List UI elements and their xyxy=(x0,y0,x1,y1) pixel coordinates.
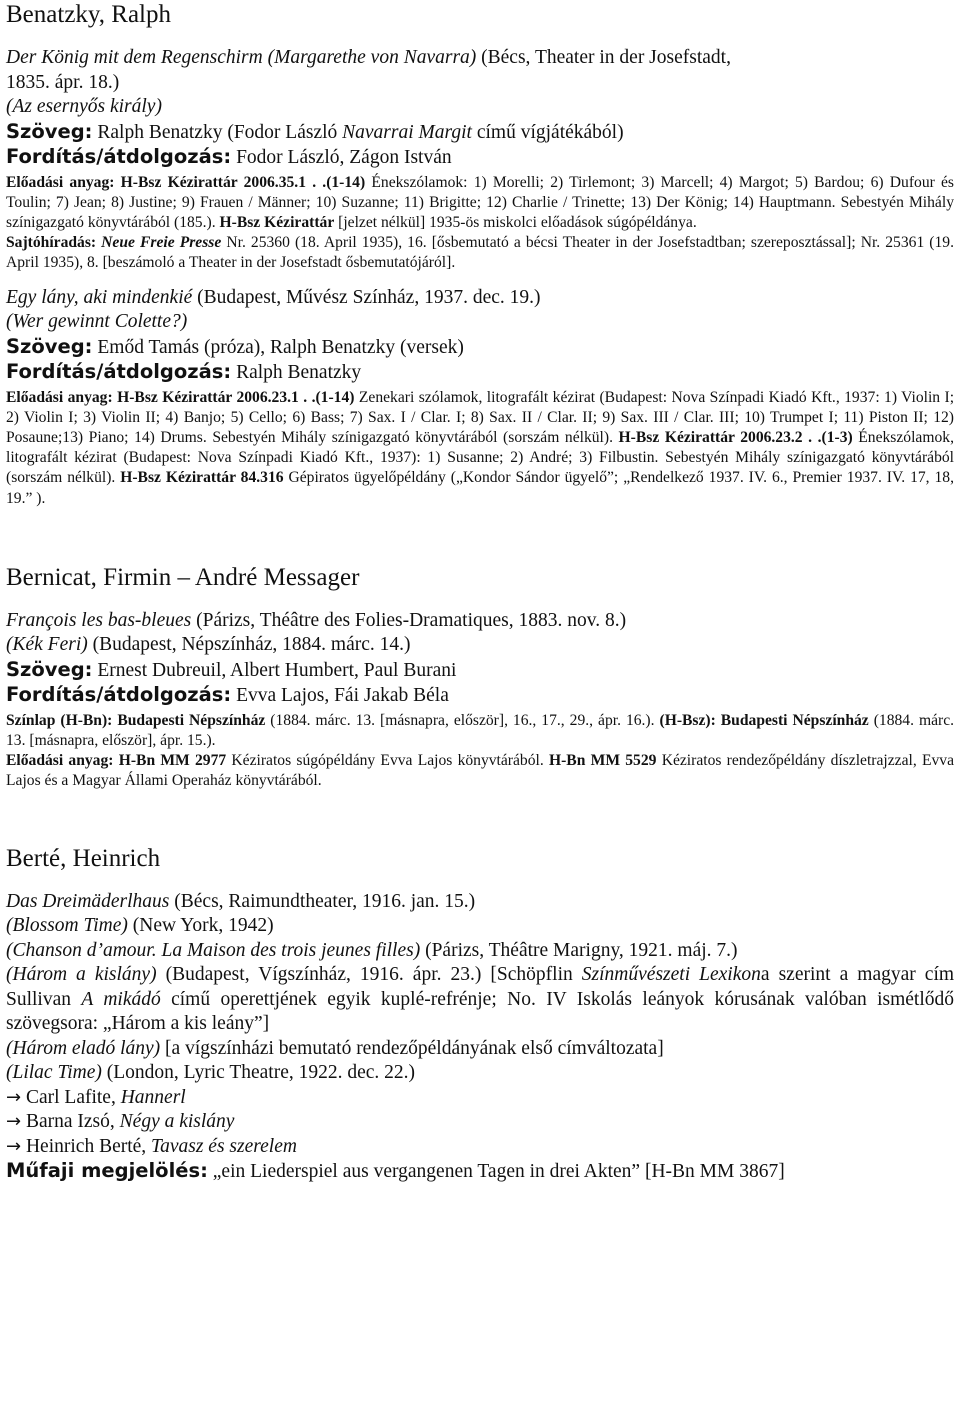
playbill xyxy=(6,711,954,751)
title-line xyxy=(6,890,954,915)
premiere-venue: (Párizs, Théâtre Marigny, 1921. máj. 7.) xyxy=(425,939,738,961)
archive-ref: . .(1-14) xyxy=(312,173,366,191)
source-title: Navarrai Margit xyxy=(342,121,472,143)
field-label: Fordítás/átdolgozás: xyxy=(6,683,232,707)
premiere-date: 1835. ápr. 18.) xyxy=(6,71,120,93)
performance-material xyxy=(6,751,954,791)
credit-text: Ralph Benatzky xyxy=(236,362,362,384)
premiere-venue: (Budapest, Művész Színház, 1937. dec. 19.) xyxy=(197,286,541,308)
theatre-name: Budapesti Népszínház xyxy=(117,711,266,729)
arrow-right-icon: → xyxy=(6,1086,22,1108)
press-notice xyxy=(6,233,954,273)
text-credit xyxy=(6,120,954,146)
translation-credit xyxy=(6,683,954,709)
premiere-venue: (Budapest, Népszínház, 1884. márc. 14.) xyxy=(92,634,411,656)
field-label: Sajtóhíradás: xyxy=(6,234,97,252)
work-title: Der König mit dem Regenschirm xyxy=(6,47,263,68)
premiere-venue: (Párizs, Théâtre des Folies-Dramatiques, 1883. nov. 8.) xyxy=(196,609,627,631)
material-text: Kéziratos súgópéldány Evva Lajos könyvtárából. xyxy=(231,752,544,770)
premiere-venue: (New York, 1942) xyxy=(132,915,274,937)
field-label: Előadási anyag: xyxy=(6,752,114,770)
see-also-ref[interactable] xyxy=(6,1135,954,1160)
field-label: Szöveg: xyxy=(6,657,93,681)
title-line xyxy=(6,914,954,939)
see-also-ref[interactable] xyxy=(6,1110,954,1135)
note-text: [a vígszínházi bemutató rendezőpéldányának első címváltozata] xyxy=(165,1037,664,1059)
field-label: Szöveg: xyxy=(6,334,93,358)
note-text: a szerint a magyar cím Sullivan xyxy=(6,964,955,1010)
field-label: Fordítás/átdolgozás: xyxy=(6,360,232,384)
performance-material xyxy=(6,388,954,509)
field-label: (H-Bsz): Budapesti Népszínház xyxy=(659,711,869,729)
title-line-note xyxy=(6,963,954,1037)
archive-ref: .1 xyxy=(294,173,306,191)
archive-ref: H-Bn MM 5529 xyxy=(548,752,657,770)
material-text: Gépiratos ügyelőpéldány („Kondor Sándor ügyelő”; „Rendelkező 1937. IV. 6., Premier 1937. IV. 17, 18, 19.” ). xyxy=(6,469,954,507)
genre-line xyxy=(6,1159,954,1185)
credit-text: című vígjátékából) xyxy=(476,121,624,143)
newspaper-title: Neue Freie Presse xyxy=(101,234,222,252)
hungarian-title-text: (Az esernyős király) xyxy=(6,96,162,117)
note-text: című operettjének egyik kuplé-refrénje; No. IV Iskolás leányok kórusának valóban ismétlődő szövegsora: „Három a kis leány”] xyxy=(6,988,955,1035)
work-entry-koenig xyxy=(6,46,954,274)
work-title: (Blossom Time) xyxy=(6,915,128,937)
field-label: Előadási anyag: xyxy=(6,173,115,191)
archive-ref: . .(1-14) xyxy=(303,388,355,406)
press-text: [beszámoló a Theater in der Josefstadt ősbemutatójáról]. xyxy=(102,254,456,272)
archive-ref: H-Bsz Kézirattár 2006.23 xyxy=(117,388,288,406)
composer-heading-berte: Berté, Heinrich xyxy=(6,844,161,872)
press-text: Nr. 25360 (18. April 1935), 16. xyxy=(226,234,427,252)
work-title: François les bas-bleues xyxy=(6,609,192,631)
work-title: Das Dreimäderlhaus xyxy=(6,890,170,912)
premiere-venue: (Bécs, Raimundtheater, 1916. jan. 15.) xyxy=(174,890,476,912)
hungarian-title: (Kék Feri) xyxy=(6,634,88,656)
material-text: Kéziratos rendezőpéldány díszletrajzzal, Evva Lajos és a Magyar Állami Operaház könyvtárából. xyxy=(6,752,954,790)
field-label: Szöveg: xyxy=(6,119,93,143)
work-entry-dreimaederlhaus xyxy=(6,890,954,1185)
ref-name: Barna Izsó, xyxy=(25,1111,115,1133)
german-title xyxy=(6,310,954,335)
text-credit xyxy=(6,658,954,684)
field-label: Műfaji megjelölés: xyxy=(6,1159,208,1183)
work-title: (Három eladó lány) xyxy=(6,1037,161,1059)
material-text: Énekszólamok, litografált kézirat (Budapest: Nova Színpadi Kiadó Kft., 1937): 1) Susanne; 2) André; 3) Filbustin. Sebestyén Mihály színigazgató könyvtárából (sorszám nélkül). xyxy=(6,428,954,487)
work-title: (Lilac Time) xyxy=(6,1062,102,1084)
material-text: Zenekari szólamok, litografált kézirat (Budapest: Nova Színpadi Kiadó Kft., 1937: 1) Violin I; 2) Violin I; 3) Violin II; 4) Banjo; 5) Cello; 6) Bass; 7) Sax. I / Clar. I; 8) Sax. II / Clar. II; 9) Sax. III / Clar. III; 10) Trumpet I; 11) Piston II; 12) Posaune;13) Piano; 14) Drums. Sebestyén Mihály színigazgató könyvtárából (sorszám nélkül). xyxy=(6,388,955,446)
translation-credit xyxy=(6,145,954,171)
playbill-text: (1884. márc. 13. [másnapra, először], 16., 17., 29., ápr. 16.). xyxy=(270,711,655,729)
archive-ref: H-Bsz Kézirattár 84.316 xyxy=(120,469,284,487)
work-entry-francois xyxy=(6,609,954,792)
press-text: [ősbemutató a bécsi Theater in der Josefstadtban; szereposztással]; Nr. 25361 (19. April 1935), 8. xyxy=(6,234,954,272)
field-label: Színlap (H-Bn): xyxy=(6,711,113,729)
credit-text: Ernest Dubreuil, Albert Humbert, Paul Burani xyxy=(97,659,457,681)
archive-ref: H-Bn MM 2977 xyxy=(118,752,227,770)
operetta-title: A mikádó xyxy=(81,988,161,1010)
work-title: (Chanson d’amour. xyxy=(6,939,157,961)
composer-heading-bernicat: Bernicat, Firmin – André Messager xyxy=(6,563,360,591)
work-title-line xyxy=(6,609,954,634)
composer-heading-benatzky: Benatzky, Ralph xyxy=(6,1,172,28)
field-label: Előadási anyag: xyxy=(6,388,113,406)
text-credit xyxy=(6,335,954,361)
archive-ref: H-Bsz Kézirattár 2006.23 xyxy=(618,428,791,446)
see-also-ref[interactable] xyxy=(6,1086,954,1111)
arrow-right-icon: → xyxy=(6,1111,22,1133)
title-line xyxy=(6,1061,954,1086)
credit-text: Evva Lajos, Fái Jakab Béla xyxy=(236,685,449,707)
archive-ref: .1 xyxy=(287,388,299,406)
archive-ref: H-Bsz Kézirattár 2006.35 xyxy=(120,173,295,191)
premiere-venue: (London, Lyric Theatre, 1922. dec. 22.) xyxy=(106,1062,416,1084)
archive-ref: .2 xyxy=(790,428,803,446)
ref-work: Tavasz és szerelem xyxy=(151,1135,297,1157)
translation-credit xyxy=(6,360,954,386)
archive-ref: . .(1-3) xyxy=(808,428,853,446)
ref-work: Hannerl xyxy=(120,1086,186,1108)
work-entry-egy-lany xyxy=(6,286,954,509)
note-text: (Budapest, Vígszínház, 1916. ápr. 23.) [Schöpflin xyxy=(165,964,573,986)
work-title: (Három a kislány) xyxy=(6,964,157,986)
title-line xyxy=(6,1037,954,1062)
arrow-right-icon: → xyxy=(6,1135,22,1157)
german-title-text: (Wer gewinnt Colette?) xyxy=(6,311,188,333)
work-title: Egy lány, aki mindenkié xyxy=(6,286,193,308)
material-text: [jelzet nélkül] 1935-ös miskolci előadások súgópéldánya. xyxy=(338,213,697,231)
genre-text: „ein Liederspiel aus vergangenen Tagen in drei Akten” [H-Bn MM 3867] xyxy=(212,1161,785,1183)
credit-text: Ralph Benatzky (Fodor László xyxy=(97,121,338,143)
work-title-line xyxy=(6,286,954,311)
title-line xyxy=(6,939,954,964)
premiere-venue: (Bécs, Theater in der Josefstadt, xyxy=(481,47,731,68)
hungarian-title xyxy=(6,95,954,120)
archive-ref: H-Bsz Kézirattár xyxy=(219,213,335,231)
credit-text: Fodor László, Zágon István xyxy=(236,147,452,168)
hungarian-title-line xyxy=(6,633,954,658)
material-text: Énekszólamok: 1) Morelli; 2) Tirlemont; 3) Marcell; 4) Margot; 5) Bardou; 6) Dufour és Toulin; 7) Jean; 8) Justine; 9) Frauen / Männer; 10) Suzanne; 11) Brigitte; 12) Charlie / Trinette; 13) Der König; 14) Hauptmann. Sebestyén Mihály színigazgató könyvtárából (185.). xyxy=(6,173,954,231)
ref-name: Heinrich Berté, xyxy=(25,1135,147,1157)
field-label: Fordítás/átdolgozás: xyxy=(6,145,232,168)
lexicon-title: Színművészeti Lexikon xyxy=(581,964,761,986)
work-alt-title: (Margarethe von Navarra) xyxy=(267,47,477,68)
performance-material xyxy=(6,173,954,234)
playbill-text: (1884. márc. 13. [másnapra, először], ápr. 15.). xyxy=(6,711,955,749)
work-title: La Maison des trois jeunes filles) xyxy=(161,939,421,961)
credit-text: Emőd Tamás (próza), Ralph Benatzky (versek) xyxy=(97,336,464,358)
ref-name: Carl Lafite, xyxy=(25,1086,116,1108)
ref-work: Négy a kislány xyxy=(119,1111,235,1133)
work-title-line xyxy=(6,46,954,71)
